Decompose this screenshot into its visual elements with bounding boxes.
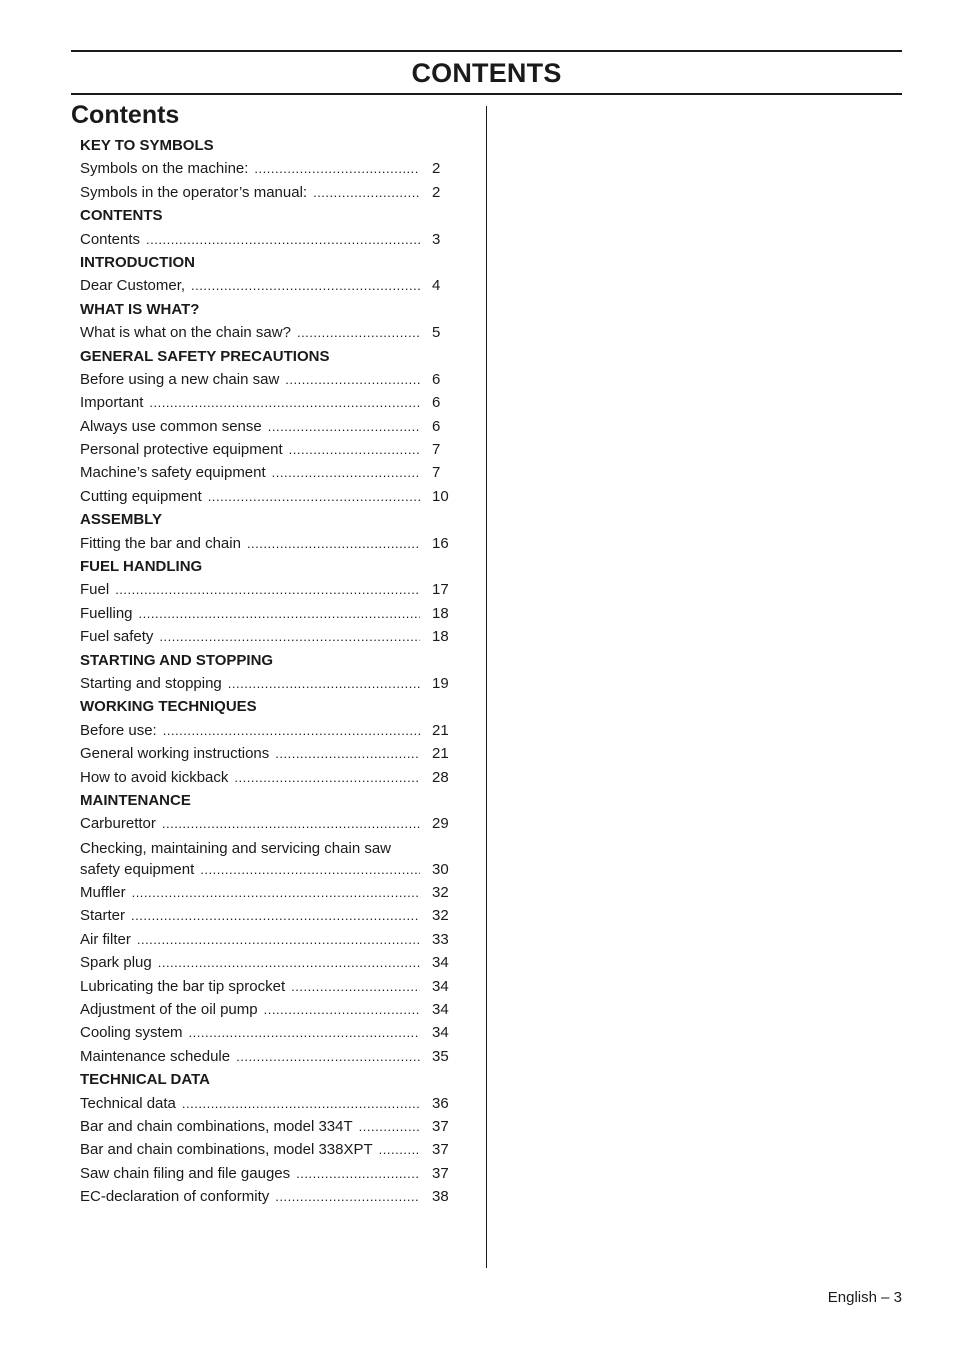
toc-dot-leader <box>234 766 420 789</box>
toc-entry-label: Starter <box>80 907 126 925</box>
toc-entry-page-number: 36 <box>432 1094 449 1112</box>
toc-entry-label: Important <box>80 394 144 412</box>
toc-entry-page-number: 3 <box>432 230 441 248</box>
toc-dot-leader <box>264 998 420 1021</box>
toc-entry <box>80 157 460 180</box>
toc-entry <box>80 1115 460 1138</box>
toc-entry-page-number: 16 <box>432 534 449 552</box>
toc-entry <box>80 975 460 998</box>
toc-entry-page-number: 32 <box>432 907 449 925</box>
toc-entry <box>80 578 460 601</box>
toc-entry <box>80 532 460 555</box>
section-title: Contents <box>71 101 180 129</box>
toc-entry-page-number: 7 <box>432 441 441 459</box>
toc-dot-leader <box>289 438 420 461</box>
toc-dot-leader <box>139 602 420 625</box>
toc-entry-label: Carburettor <box>80 815 156 833</box>
toc-dot-leader <box>191 274 420 297</box>
toc-dot-leader <box>163 719 420 742</box>
toc-dot-leader <box>275 1185 420 1208</box>
toc-entry-page-number: 2 <box>432 160 441 178</box>
column-divider <box>486 106 487 1268</box>
toc-entry-label: Muffler <box>80 884 126 902</box>
toc-entry-label: What is what on the chain saw? <box>80 324 291 342</box>
toc-entry <box>80 321 460 344</box>
toc-section-heading: CONTENTS <box>80 207 163 225</box>
toc-dot-leader <box>275 742 420 765</box>
toc-entry-page-number: 5 <box>432 324 441 342</box>
toc-entry-label: Machine’s safety equipment <box>80 464 266 482</box>
toc-entry-label: safety equipment <box>80 860 195 878</box>
toc-section-heading: WHAT IS WHAT? <box>80 300 200 318</box>
toc-dot-leader <box>146 228 420 251</box>
toc-entry-label-line1: Checking, maintaining and servicing chain saw <box>80 839 392 857</box>
toc-entry <box>80 485 460 508</box>
toc-entry <box>80 228 460 251</box>
toc-entry-page-number: 18 <box>432 604 449 622</box>
toc-entry-label: Personal protective equipment <box>80 441 283 459</box>
toc-entry <box>80 391 460 414</box>
toc-entry <box>80 1045 460 1068</box>
toc-section-heading: FUEL HANDLING <box>80 558 203 576</box>
toc-entry-page-number: 28 <box>432 768 449 786</box>
toc-section-heading: GENERAL SAFETY PRECAUTIONS <box>80 347 330 365</box>
toc-entry <box>80 766 460 789</box>
toc-entry <box>80 928 460 951</box>
toc-entry-label: Fuel <box>80 581 110 599</box>
toc-entry-label: Lubricating the bar tip sprocket <box>80 977 286 995</box>
toc-dot-leader <box>131 904 420 927</box>
toc-entry <box>80 719 460 742</box>
toc-entry <box>80 1162 460 1185</box>
toc-entry-label: Dear Customer, <box>80 277 186 295</box>
toc-entry-label: Fuelling <box>80 604 133 622</box>
toc-entry-label: Technical data <box>80 1094 176 1112</box>
toc-dot-leader <box>115 578 420 601</box>
toc-entry-label: Starting and stopping <box>80 674 222 692</box>
toc-dot-leader <box>379 1138 420 1161</box>
page-footer: English – 3 <box>827 1289 902 1306</box>
toc-entry-label: Before using a new chain saw <box>80 370 280 388</box>
toc-entry-page-number: 21 <box>432 721 449 739</box>
toc-section-heading: WORKING TECHNIQUES <box>80 698 257 716</box>
toc-dot-leader <box>313 181 420 204</box>
toc-section-heading: ASSEMBLY <box>80 511 162 529</box>
toc-entry-page-number: 34 <box>432 1001 449 1019</box>
toc-entry-page-number: 34 <box>432 977 449 995</box>
toc-entry-page-number: 29 <box>432 815 449 833</box>
toc-dot-leader <box>247 532 420 555</box>
toc-entry-label: Adjustment of the oil pump <box>80 1001 258 1019</box>
toc-entry-page-number: 37 <box>432 1164 449 1182</box>
toc-dot-leader <box>208 485 420 508</box>
page-header-title: CONTENTS <box>411 58 562 88</box>
toc-entry-label: Bar and chain combinations, model 338XPT <box>80 1141 373 1159</box>
toc-entry-label: Spark plug <box>80 954 152 972</box>
toc-entry-page-number: 34 <box>432 1024 449 1042</box>
toc-entry <box>80 1138 460 1161</box>
toc-entry-page-number: 18 <box>432 628 449 646</box>
toc-entry-label: Cutting equipment <box>80 487 202 505</box>
toc-dot-leader <box>158 951 420 974</box>
toc-entry <box>80 905 460 928</box>
toc-entry-label: Air filter <box>80 930 131 948</box>
toc-entry <box>80 415 460 438</box>
toc-dot-leader <box>236 1045 420 1068</box>
toc-entry-page-number: 6 <box>432 394 441 412</box>
toc-dot-leader <box>297 321 420 344</box>
toc-section-heading: INTRODUCTION <box>80 253 195 271</box>
toc-entry <box>80 1092 460 1115</box>
toc-entry <box>80 461 460 484</box>
toc-dot-leader <box>285 368 420 391</box>
toc-entry-page-number: 30 <box>432 860 449 878</box>
header-rule-bottom <box>71 93 902 95</box>
toc-dot-leader <box>189 1021 420 1044</box>
toc-entry-page-number: 6 <box>432 370 441 388</box>
toc-dot-leader <box>291 975 420 998</box>
toc-entry-label: Cooling system <box>80 1024 183 1042</box>
toc-entry <box>80 181 460 204</box>
toc-dot-leader <box>162 812 420 835</box>
toc-entry-page-number: 21 <box>432 745 449 763</box>
toc-dot-leader <box>359 1115 420 1138</box>
toc-dot-leader <box>254 157 420 180</box>
toc-entry-page-number: 17 <box>432 581 449 599</box>
toc-entry-label: Contents <box>80 230 141 248</box>
toc-entry-page-number: 7 <box>432 464 441 482</box>
toc-entry-label: Symbols on the machine: <box>80 160 249 178</box>
toc-entry <box>80 951 460 974</box>
toc-entry <box>80 1185 460 1208</box>
toc-entry-label: Symbols in the operator’s manual: <box>80 183 308 201</box>
toc-entry-page-number: 37 <box>432 1118 449 1135</box>
toc-entry <box>80 812 460 835</box>
toc-entry-label: Fitting the bar and chain <box>80 534 241 552</box>
toc-entry <box>80 1021 460 1044</box>
toc-dot-leader <box>159 625 420 648</box>
toc-entry <box>80 998 460 1021</box>
toc-dot-leader <box>137 928 420 951</box>
toc-entry <box>80 672 460 695</box>
toc-entry <box>80 438 460 461</box>
toc-entry-page-number: 19 <box>432 674 449 692</box>
toc-entry <box>80 274 460 297</box>
toc-entry-page-number: 6 <box>432 417 441 435</box>
toc-entry-label: Bar and chain combinations, model 334T <box>80 1118 353 1135</box>
toc-entry-label: Before use: <box>80 721 157 739</box>
toc-entry-label: Saw chain filing and file gauges <box>80 1164 291 1182</box>
toc-entry-label: EC-declaration of conformity <box>80 1188 270 1206</box>
toc-dot-leader <box>200 858 420 881</box>
toc-entry-page-number: 2 <box>432 183 441 201</box>
toc-entry <box>80 368 460 391</box>
toc-entry-page-number: 37 <box>432 1141 449 1159</box>
header-rule-top <box>71 50 902 52</box>
toc-entry-label: General working instructions <box>80 745 270 763</box>
toc-dot-leader <box>296 1162 420 1185</box>
toc-entry-label: How to avoid kickback <box>80 768 229 786</box>
toc-entry-page-number: 10 <box>432 487 449 505</box>
toc-entry-label: Fuel safety <box>80 628 154 646</box>
toc-section-heading: KEY TO SYMBOLS <box>80 137 214 154</box>
toc-dot-leader <box>228 672 420 695</box>
toc-entry <box>80 858 460 881</box>
toc-entry-page-number: 34 <box>432 954 449 972</box>
toc-entry-label: Always use common sense <box>80 417 262 435</box>
toc-section-heading: STARTING AND STOPPING <box>80 651 274 669</box>
toc-entry <box>80 602 460 625</box>
toc-entry-page-number: 38 <box>432 1188 449 1206</box>
toc-entry-page-number: 35 <box>432 1047 449 1065</box>
toc-entry-page-number: 4 <box>432 277 441 295</box>
toc-dot-leader <box>268 415 420 438</box>
toc-entry-label: Maintenance schedule <box>80 1047 231 1065</box>
toc-entry <box>80 881 460 904</box>
toc-dot-leader <box>149 391 420 414</box>
toc-entry-page-number: 33 <box>432 930 449 948</box>
toc-entry <box>80 625 460 648</box>
toc-entry-page-number: 32 <box>432 884 449 902</box>
toc-dot-leader <box>182 1092 420 1115</box>
table-of-contents <box>80 134 460 1209</box>
toc-dot-leader <box>132 881 420 904</box>
toc-section-heading: TECHNICAL DATA <box>80 1071 210 1089</box>
toc-dot-leader <box>272 461 420 484</box>
toc-entry <box>80 742 460 765</box>
toc-section-heading: MAINTENANCE <box>80 791 191 809</box>
